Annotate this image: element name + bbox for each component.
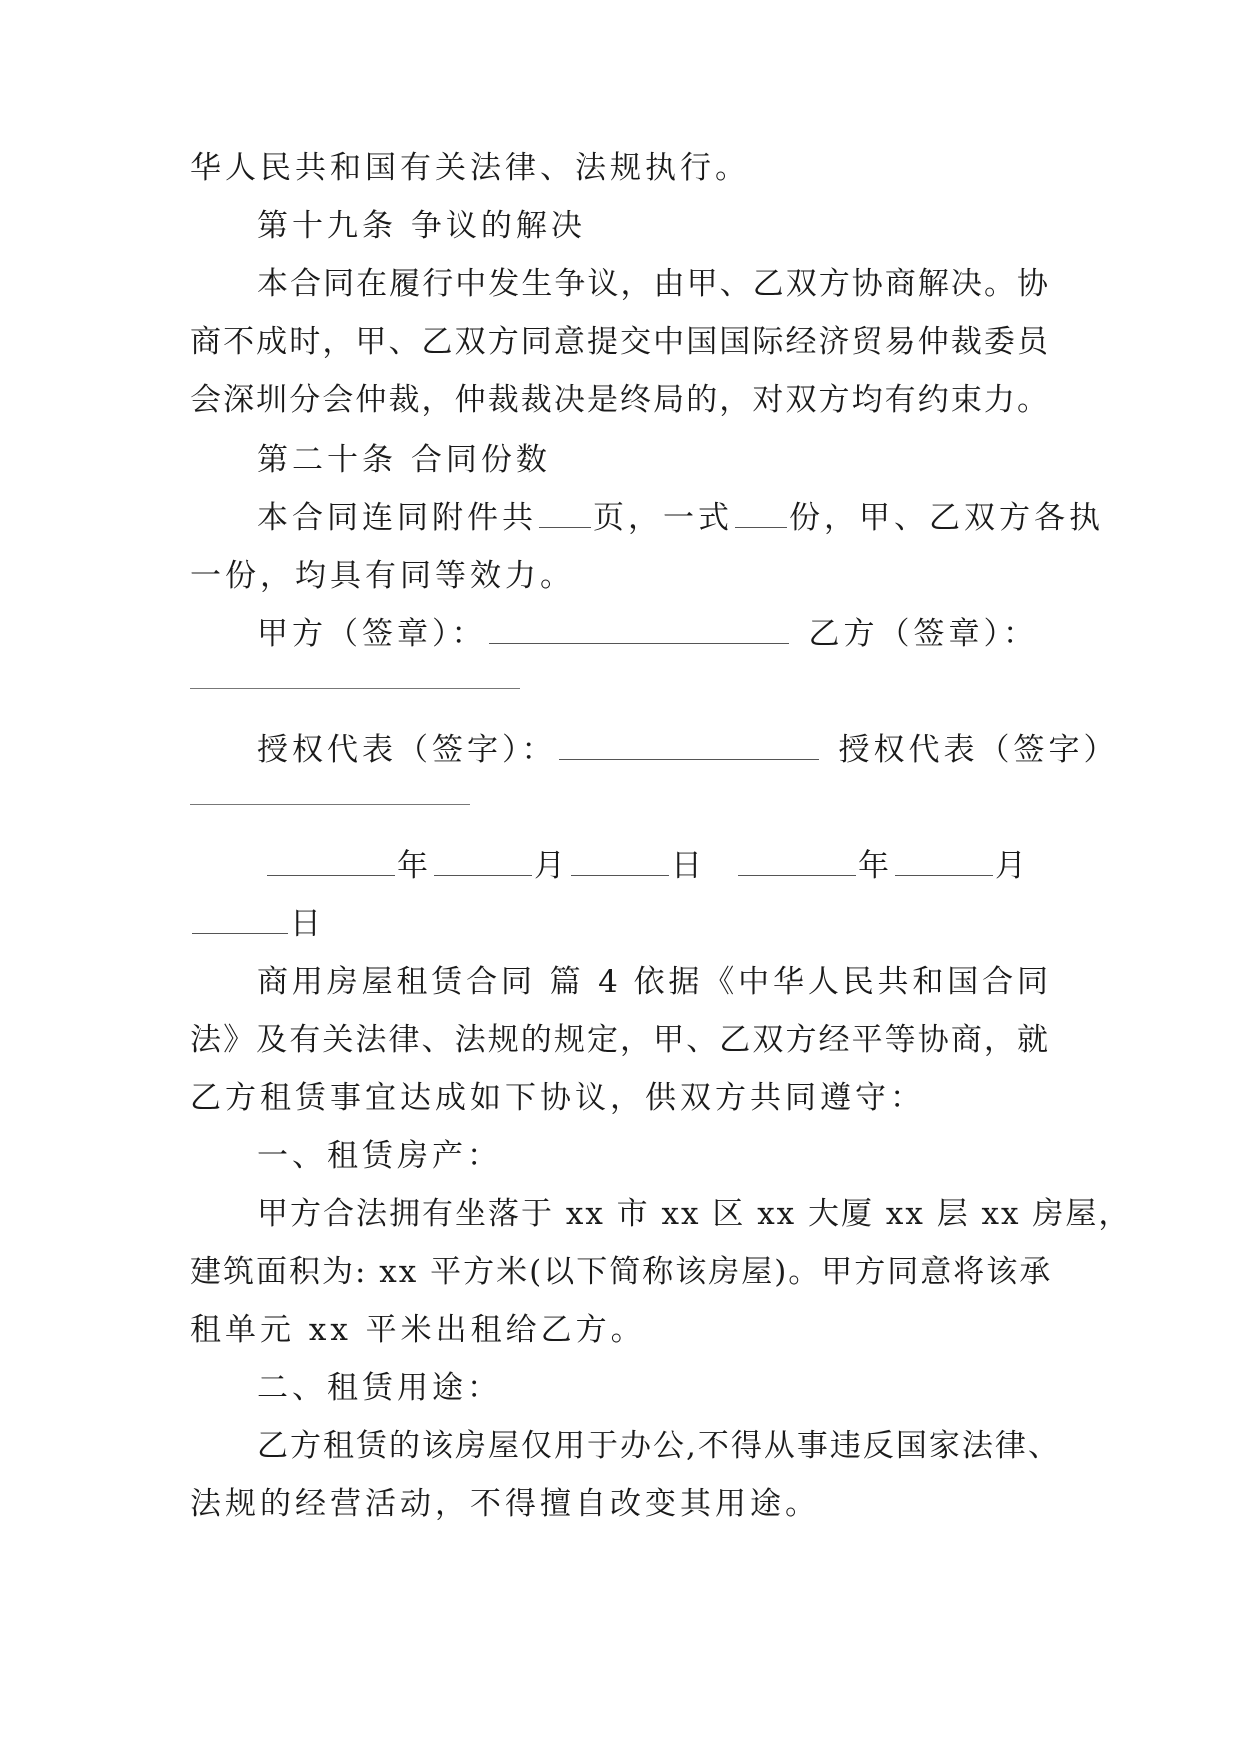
- day-label: 日: [671, 848, 706, 884]
- party-b-signature-blank[interactable]: [190, 688, 520, 689]
- pages-blank[interactable]: [539, 501, 591, 528]
- representative-b-label: 授权代表（签字）: [838, 732, 1119, 768]
- text-line: 本合同在履行中发生争议，由甲、乙双方协商解决。协: [257, 266, 1050, 302]
- month-label-2: 月: [995, 848, 1030, 884]
- date-line: [265, 846, 1058, 886]
- text-fragment: 本合同连同附件共: [257, 500, 537, 536]
- text-line: 租单元 xx 平米出租给乙方。: [190, 1312, 646, 1348]
- party-a-signature-blank[interactable]: [489, 617, 789, 644]
- clause-2-heading: 二、租赁用途：: [257, 1370, 502, 1406]
- text-line: 乙方租赁的该房屋仅用于办公,不得从事违反国家法律、: [257, 1428, 1061, 1464]
- text-fragment: 页，一式: [593, 500, 733, 536]
- text-fragment: 份，甲、乙双方各执: [789, 500, 1104, 536]
- year-label-2: 年: [858, 848, 893, 884]
- text-line: 法规的经营活动，不得擅自改变其用途。: [190, 1486, 820, 1522]
- party-a-signature-line: [257, 614, 1050, 654]
- day-blank[interactable]: [571, 849, 669, 876]
- year-blank-2[interactable]: [738, 849, 856, 876]
- representative-signature-line: [257, 730, 1119, 770]
- copies-line: [257, 498, 1104, 538]
- representative-a-label: 授权代表（签字）：: [257, 732, 557, 768]
- text-line: 乙方租赁事宜达成如下协议，供双方共同遵守：: [190, 1080, 925, 1116]
- text-line: 法》及有关法律、法规的规定，甲、乙双方经平等协商，就: [190, 1022, 1050, 1058]
- clause-1-heading: 一、租赁房产：: [257, 1138, 502, 1174]
- text-line: 华人民共和国有关法律、法规执行。: [190, 150, 750, 186]
- text-line: 会深圳分会仲裁，仲裁裁决是终局的，对双方均有约束力。: [190, 382, 1050, 418]
- text-line: 商不成时，甲、乙双方同意提交中国国际经济贸易仲裁委员: [190, 324, 1050, 360]
- article-19-heading: 第十九条 争议的解决: [257, 208, 586, 244]
- representative-b-blank[interactable]: [190, 804, 470, 805]
- representative-a-blank[interactable]: [559, 733, 819, 760]
- section-heading-line: 商用房屋租赁合同 篇 4 依据《中华人民共和国合同: [257, 964, 1050, 1000]
- day-blank-2[interactable]: [192, 907, 288, 934]
- copies-blank[interactable]: [735, 501, 787, 528]
- party-b-label: 乙方（签章）：: [808, 616, 1038, 652]
- year-blank[interactable]: [267, 849, 395, 876]
- year-label: 年: [397, 848, 432, 884]
- month-blank-2[interactable]: [895, 849, 993, 876]
- text-line: 建筑面积为: xx 平方米(以下简称该房屋)。甲方同意将该承: [190, 1254, 1053, 1290]
- text-line: 一份，均具有同等效力。: [190, 558, 575, 594]
- month-blank[interactable]: [434, 849, 532, 876]
- party-a-label: 甲方（签章）：: [257, 616, 487, 652]
- article-20-heading: 第二十条 合同份数: [257, 442, 551, 478]
- text-line: 甲方合法拥有坐落于 xx 市 xx 区 xx 大厦 xx 层 xx 房屋，: [257, 1196, 1132, 1232]
- date-line-continued: [190, 904, 1050, 944]
- day-label-2: 日: [290, 906, 325, 942]
- month-label: 月: [534, 848, 569, 884]
